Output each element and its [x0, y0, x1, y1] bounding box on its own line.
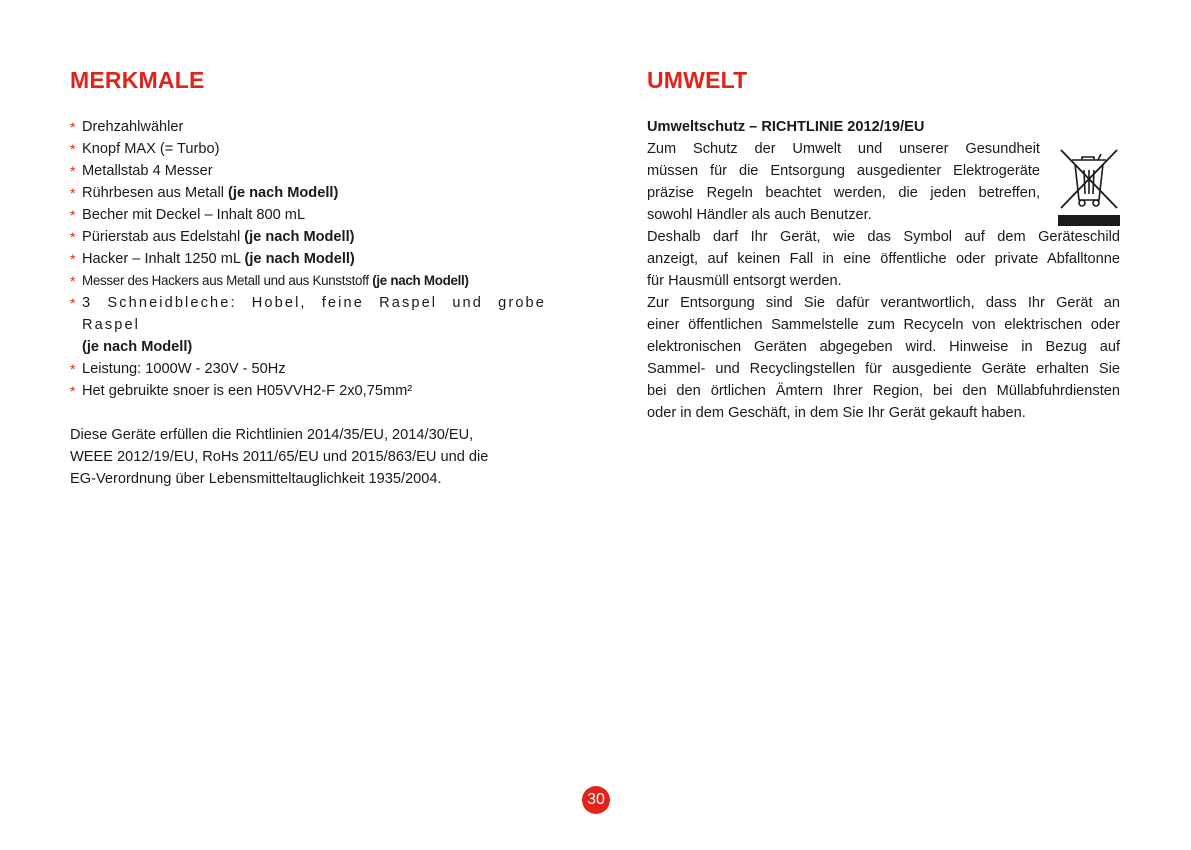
feature-item: * Knopf MAX (= Turbo) — [70, 138, 546, 160]
bullet-star-icon: * — [70, 251, 76, 267]
model-note: (je nach Modell) — [82, 339, 193, 355]
paragraph-line: für Hausmüll entsorgt werden. — [647, 273, 842, 289]
bullet-star-icon: * — [70, 185, 76, 201]
model-note: (je nach Modell) — [244, 251, 355, 267]
umwelt-section — [647, 64, 1120, 424]
bullet-star-icon: * — [70, 383, 76, 399]
feature-item: * 3 Schneidbleche: Hobel, feine Raspel und grobe Raspel (je nach Modell) — [70, 292, 546, 358]
model-note: (je nach Modell) — [244, 229, 355, 245]
merkmale-section — [70, 64, 546, 490]
compliance-line: WEEE 2012/19/EU, RoHs 2011/65/EU und 2015/863/EU und die — [70, 449, 489, 465]
feature-item: * Hacker – Inhalt 1250 mL (je nach Modell) — [70, 248, 546, 270]
merkmale-title: MERKMALE — [70, 67, 205, 93]
paragraph-line: anzeigt, auf keinen Fall in eine öffentliche oder private Abfalltonne — [647, 251, 1120, 267]
bullet-star-icon: * — [70, 141, 76, 157]
paragraph-line: Zum Schutz der Umwelt und unserer Gesundheit — [647, 141, 1040, 157]
bullet-star-icon: * — [70, 207, 76, 223]
paragraph-line: einer öffentlichen Sammelstelle zum Recyceln von elektrischen oder — [647, 317, 1120, 333]
bullet-star-icon: * — [70, 229, 76, 245]
page-number-badge: 30 — [582, 786, 610, 814]
feature-item: * Pürierstab aus Edelstahl (je nach Modell) — [70, 226, 546, 248]
environment-paragraph-1 — [647, 138, 1120, 226]
feature-item: * Becher mit Deckel – Inhalt 800 mL — [70, 204, 546, 226]
paragraph-line: elektronischen Geräten abgegeben wird. Hinweise in Bezug auf — [647, 339, 1120, 355]
feature-list — [70, 116, 546, 402]
bullet-star-icon: * — [70, 295, 76, 311]
paragraph-line: oder in dem Geschäft, in dem Sie Ihr Gerät gekauft haben. — [647, 405, 1026, 421]
compliance-line: Diese Geräte erfüllen die Richtlinien 2014/35/EU, 2014/30/EU, — [70, 427, 474, 443]
paragraph-line: Deshalb darf Ihr Gerät, wie das Symbol auf dem Geräteschild — [647, 229, 1120, 245]
environment-paragraph-2 — [647, 226, 1120, 292]
paragraph-line: müssen für die Entsorgung ausgedienter Elektrogeräte — [647, 163, 1040, 179]
bullet-star-icon: * — [70, 361, 76, 377]
bullet-star-icon: * — [70, 119, 76, 135]
paragraph-line: bei den örtlichen Ämtern Ihrer Region, bei den Müllabfuhrdiensten — [647, 383, 1120, 399]
model-note: (je nach Modell) — [228, 185, 339, 201]
directive-subheading: Umweltschutz – RICHTLINIE 2012/19/EU — [647, 119, 925, 135]
environment-paragraph-3 — [647, 292, 1120, 424]
feature-item: * Drehzahlwähler — [70, 116, 546, 138]
paragraph-line: sowohl Händler als auch Benutzer. — [647, 207, 872, 223]
feature-item: * Het gebruikte snoer is een H05VVH2-F 2x0,75mm² — [70, 380, 546, 402]
bullet-star-icon: * — [70, 163, 76, 179]
model-note: (je nach Modell) — [372, 273, 469, 288]
compliance-statement — [70, 424, 540, 490]
paragraph-line: präzise Regeln beachtet werden, die jeden betreffen, — [647, 185, 1040, 201]
compliance-line: EG-Verordnung über Lebensmitteltauglichkeit 1935/2004. — [70, 471, 442, 487]
paragraph-line: Zur Entsorgung sind Sie dafür verantwortlich, dass Ihr Gerät an — [647, 295, 1120, 311]
bullet-star-icon: * — [70, 273, 76, 289]
feature-item: * Metallstab 4 Messer — [70, 160, 546, 182]
feature-item: * Rührbesen aus Metall (je nach Modell) — [70, 182, 546, 204]
umwelt-title: UMWELT — [647, 67, 748, 93]
feature-item: * Messer des Hackers aus Metall und aus Kunststoff (je nach Modell) — [70, 270, 546, 292]
feature-item: * Leistung: 1000W - 230V - 50Hz — [70, 358, 546, 380]
crossed-out-wheelie-bin-icon — [1058, 144, 1120, 228]
paragraph-line: Sammel- und Recyclingstellen für ausgediente Geräte erhalten Sie — [647, 361, 1120, 377]
